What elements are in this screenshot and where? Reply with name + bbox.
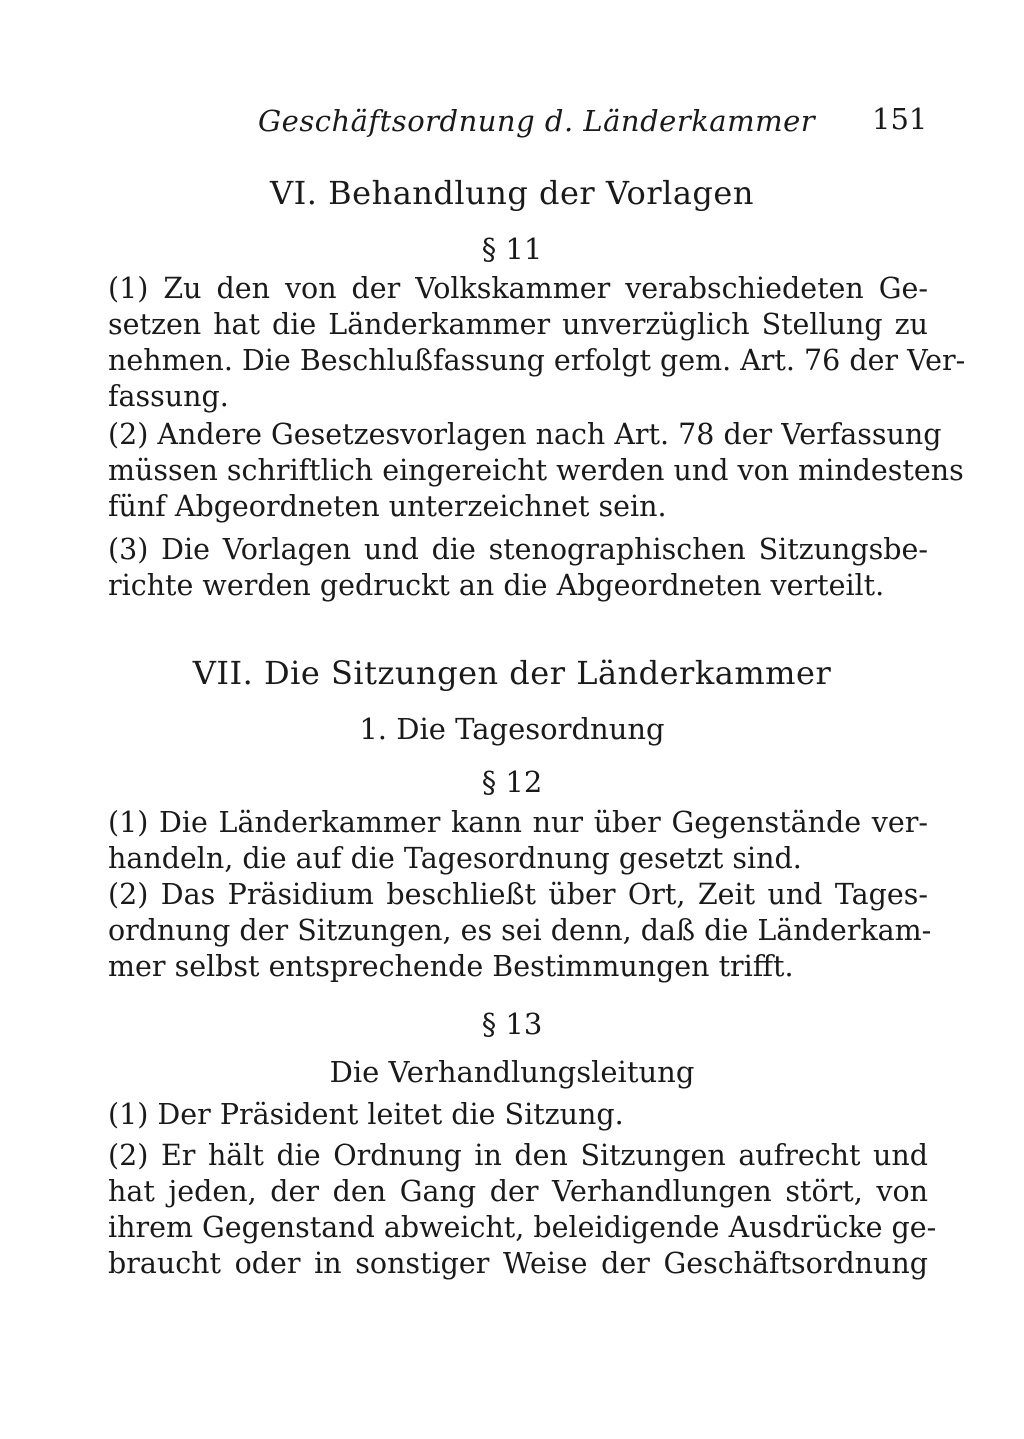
paragraph-12-clause-1: [108, 805, 928, 877]
text-line: mer selbst entsprechende Bestimmungen trifft.: [108, 950, 794, 983]
text-line: setzen hat die Länderkammer unverzüglich Stellung zu: [108, 308, 928, 341]
text-line: (1) Zu den von der Volkskammer verabschiedeten Ge-: [108, 272, 928, 305]
text-line: braucht oder in sonstiger Weise der Geschäftsordnung: [108, 1247, 928, 1280]
text-line: ihrem Gegenstand abweicht, beleidigende Ausdrücke ge-: [108, 1211, 937, 1244]
paragraph-13-subheading: Die Verhandlungsleitung: [329, 1055, 695, 1089]
text-line: hat jeden, der den Gang der Verhandlungen stört, von: [108, 1175, 928, 1208]
text-line: fünf Abgeordneten unterzeichnet sein.: [108, 490, 667, 523]
paragraph-13-clause-2: [108, 1138, 937, 1282]
text-line: fassung.: [108, 380, 229, 413]
section-vii-subtitle: 1. Die Tagesordnung: [359, 712, 665, 746]
text-line: handeln, die auf die Tagesordnung gesetzt sind.: [108, 842, 802, 875]
text-line: (3) Die Vorlagen und die stenographischen Sitzungsbe-: [108, 533, 928, 566]
paragraph-12-clause-2: [108, 877, 932, 985]
paragraph-13-clause-1: [108, 1097, 928, 1133]
text-line: ordnung der Sitzungen, es sei denn, daß die Länderkam-: [108, 914, 932, 947]
paragraph-11-clause-3: [108, 532, 928, 604]
page-number: 151: [872, 102, 928, 136]
section-vi-title: VI. Behandlung der Vorlagen: [270, 174, 754, 212]
text-line: (1) Die Länderkammer kann nur über Gegenstände ver-: [108, 806, 928, 839]
section-vii-title: VII. Die Sitzungen der Länderkammer: [192, 654, 832, 692]
text-line: (2) Andere Gesetzesvorlagen nach Art. 78 der Verfassung: [108, 418, 942, 451]
paragraph-11-clause-2: [108, 417, 964, 525]
text-line: (1) Der Präsident leitet die Sitzung.: [108, 1098, 624, 1131]
text-line: richte werden gedruckt an die Abgeordneten verteilt.: [108, 569, 885, 602]
paragraph-13-heading: § 13: [481, 1007, 543, 1041]
text-line: (2) Er hält die Ordnung in den Sitzungen aufrecht und: [108, 1139, 928, 1172]
paragraph-12-heading: § 12: [481, 765, 543, 799]
paragraph-11-heading: § 11: [481, 232, 543, 266]
paragraph-11-clause-1: [108, 271, 966, 415]
text-line: nehmen. Die Beschlußfassung erfolgt gem. Art. 76 der Ver-: [108, 344, 966, 377]
text-line: (2) Das Präsidium beschließt über Ort, Zeit und Tages-: [108, 878, 928, 911]
running-title: Geschäftsordnung d. Länderkammer: [258, 104, 816, 138]
text-line: müssen schriftlich eingereicht werden und von mindestens: [108, 454, 964, 487]
